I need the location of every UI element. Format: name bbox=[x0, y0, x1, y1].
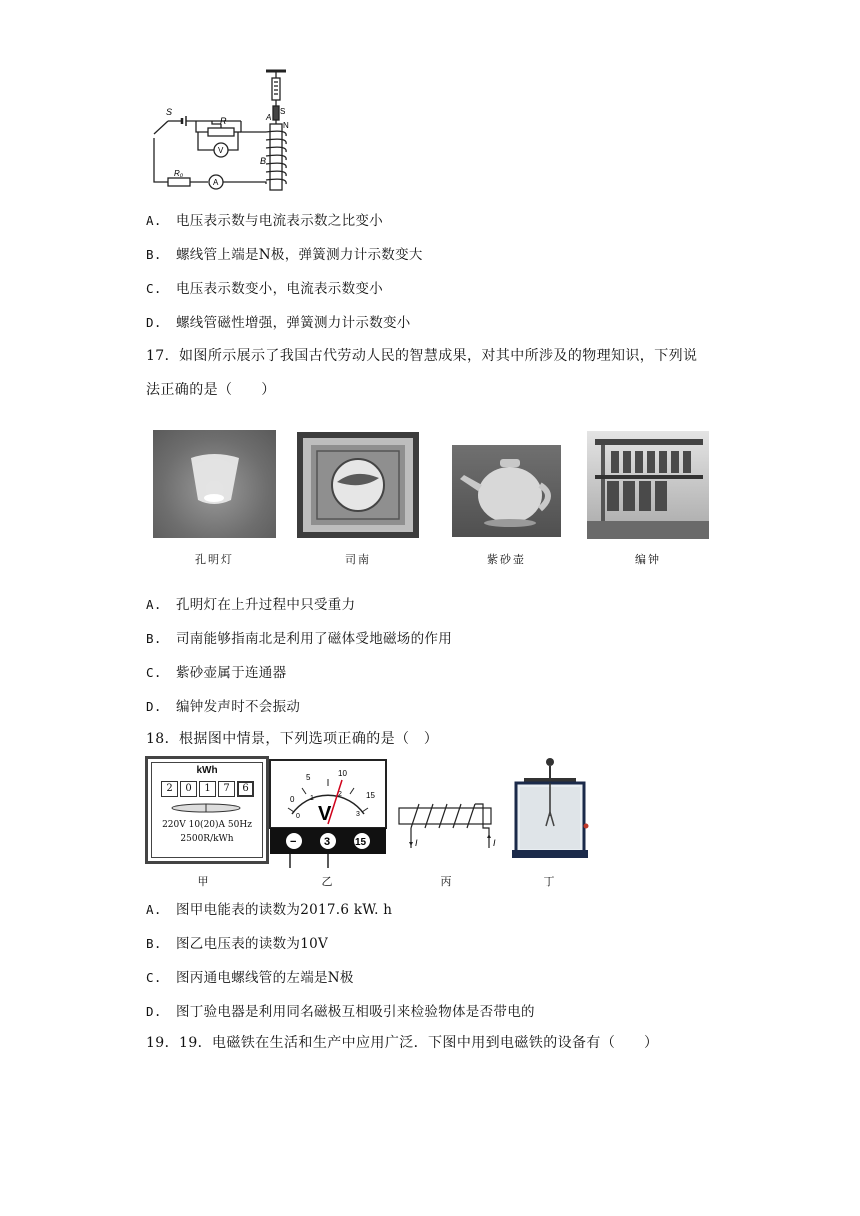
q18-option-b[interactable]: B. 图乙电压表的读数为10V bbox=[146, 936, 329, 952]
caption-ding: 丁 bbox=[543, 875, 557, 888]
q19-stem: 19．19．电磁铁在生活和生产中应用广泛．下图中用到电磁铁的设备有（ ） bbox=[146, 1035, 659, 1051]
terminal-negative: − bbox=[290, 836, 297, 848]
meter-digit: 0 bbox=[180, 781, 197, 797]
q18-option-a[interactable]: A. 图甲电能表的读数为2017.6 kW. h bbox=[146, 902, 393, 918]
kongming-lantern-image bbox=[153, 430, 276, 538]
circuit-diagram bbox=[146, 66, 306, 196]
caption-bing: 丙 bbox=[440, 875, 454, 888]
bianzhong-bells-image bbox=[587, 431, 709, 539]
q18-option-c[interactable]: C. 图丙通电螺线管的左端是N极 bbox=[146, 970, 354, 986]
q17-stem-line2: 法正确的是（ ） bbox=[146, 382, 276, 398]
label-ammeter: A bbox=[213, 178, 219, 187]
current-label-right: I bbox=[493, 838, 496, 848]
bottom-scale-2: 2 bbox=[338, 791, 342, 798]
q16-option-a[interactable]: A. 电压表示数与电流表示数之比变小 bbox=[146, 213, 383, 229]
caption-teapot: 紫砂壶 bbox=[487, 553, 526, 566]
q16-option-d[interactable]: D. 螺线管磁性增强，弹簧测力计示数变小 bbox=[146, 315, 411, 331]
label-s: S bbox=[166, 107, 173, 117]
meter-digit: 2 bbox=[161, 781, 178, 797]
bottom-scale-0: 0 bbox=[296, 813, 300, 820]
terminal-15: 15 bbox=[355, 837, 367, 848]
caption-yi: 乙 bbox=[321, 875, 335, 888]
label-a-end: A bbox=[266, 113, 272, 122]
top-scale-15: 15 bbox=[366, 791, 375, 800]
teapot-image bbox=[452, 445, 561, 537]
label-b: B bbox=[260, 156, 267, 166]
q17-option-c[interactable]: C. 紫砂壶属于连通器 bbox=[146, 665, 287, 681]
q16-option-b[interactable]: B. 螺线管上端是N极，弹簧测力计示数变大 bbox=[146, 247, 423, 263]
bottom-scale-3: 3 bbox=[356, 811, 360, 818]
q18-option-d[interactable]: D. 图丁验电器是利用同名磁极互相吸引来检验物体是否带电的 bbox=[146, 1004, 535, 1020]
q17-option-d[interactable]: D. 编钟发声时不会振动 bbox=[146, 699, 301, 715]
terminal-3: 3 bbox=[324, 836, 331, 848]
meter-disk bbox=[166, 801, 246, 815]
bottom-scale-1: 1 bbox=[310, 795, 314, 802]
voltmeter bbox=[268, 758, 388, 870]
meter-digits bbox=[161, 781, 254, 797]
top-scale-5: 5 bbox=[306, 773, 311, 782]
caption-bells: 编钟 bbox=[635, 553, 661, 566]
q17-option-b[interactable]: B. 司南能够指南北是利用了磁体受地磁场的作用 bbox=[146, 631, 452, 647]
caption-kongming: 孔明灯 bbox=[195, 553, 234, 566]
label-r: R bbox=[220, 116, 227, 126]
q17-stem-line1: 17．如图所示展示了我国古代劳动人民的智慧成果，对其中所涉及的物理知识，下列说 bbox=[146, 348, 698, 364]
current-label-left: I bbox=[415, 838, 418, 848]
meter-spec: 220V 10(20)A 50Hz bbox=[162, 820, 252, 830]
meter-unit: kWh bbox=[196, 765, 218, 776]
q16-option-c[interactable]: C. 电压表示数变小，电流表示数变小 bbox=[146, 281, 383, 297]
sinan-compass-image bbox=[297, 432, 419, 538]
electroscope bbox=[510, 756, 590, 860]
label-v: V bbox=[218, 146, 224, 155]
meter-digit-decimal: 6 bbox=[237, 781, 254, 797]
caption-jia: 甲 bbox=[197, 875, 211, 888]
label-s-pole: S bbox=[280, 107, 286, 116]
meter-digit: 7 bbox=[218, 781, 235, 797]
top-scale-0: 0 bbox=[290, 795, 295, 804]
meter-rate: 2500R/kWh bbox=[180, 834, 234, 844]
energy-meter bbox=[145, 756, 269, 864]
caption-sinan: 司南 bbox=[345, 553, 371, 566]
top-scale-10: 10 bbox=[338, 769, 347, 778]
label-n: N bbox=[283, 121, 289, 130]
meter-digit: 1 bbox=[199, 781, 216, 797]
voltmeter-symbol: V bbox=[318, 803, 332, 825]
q18-stem: 18．根据图中情景，下列选项正确的是（ ） bbox=[146, 731, 439, 747]
label-r0: R₀ bbox=[174, 169, 184, 178]
q17-option-a[interactable]: A. 孔明灯在上升过程中只受重力 bbox=[146, 597, 356, 613]
solenoid-diagram bbox=[395, 798, 499, 858]
